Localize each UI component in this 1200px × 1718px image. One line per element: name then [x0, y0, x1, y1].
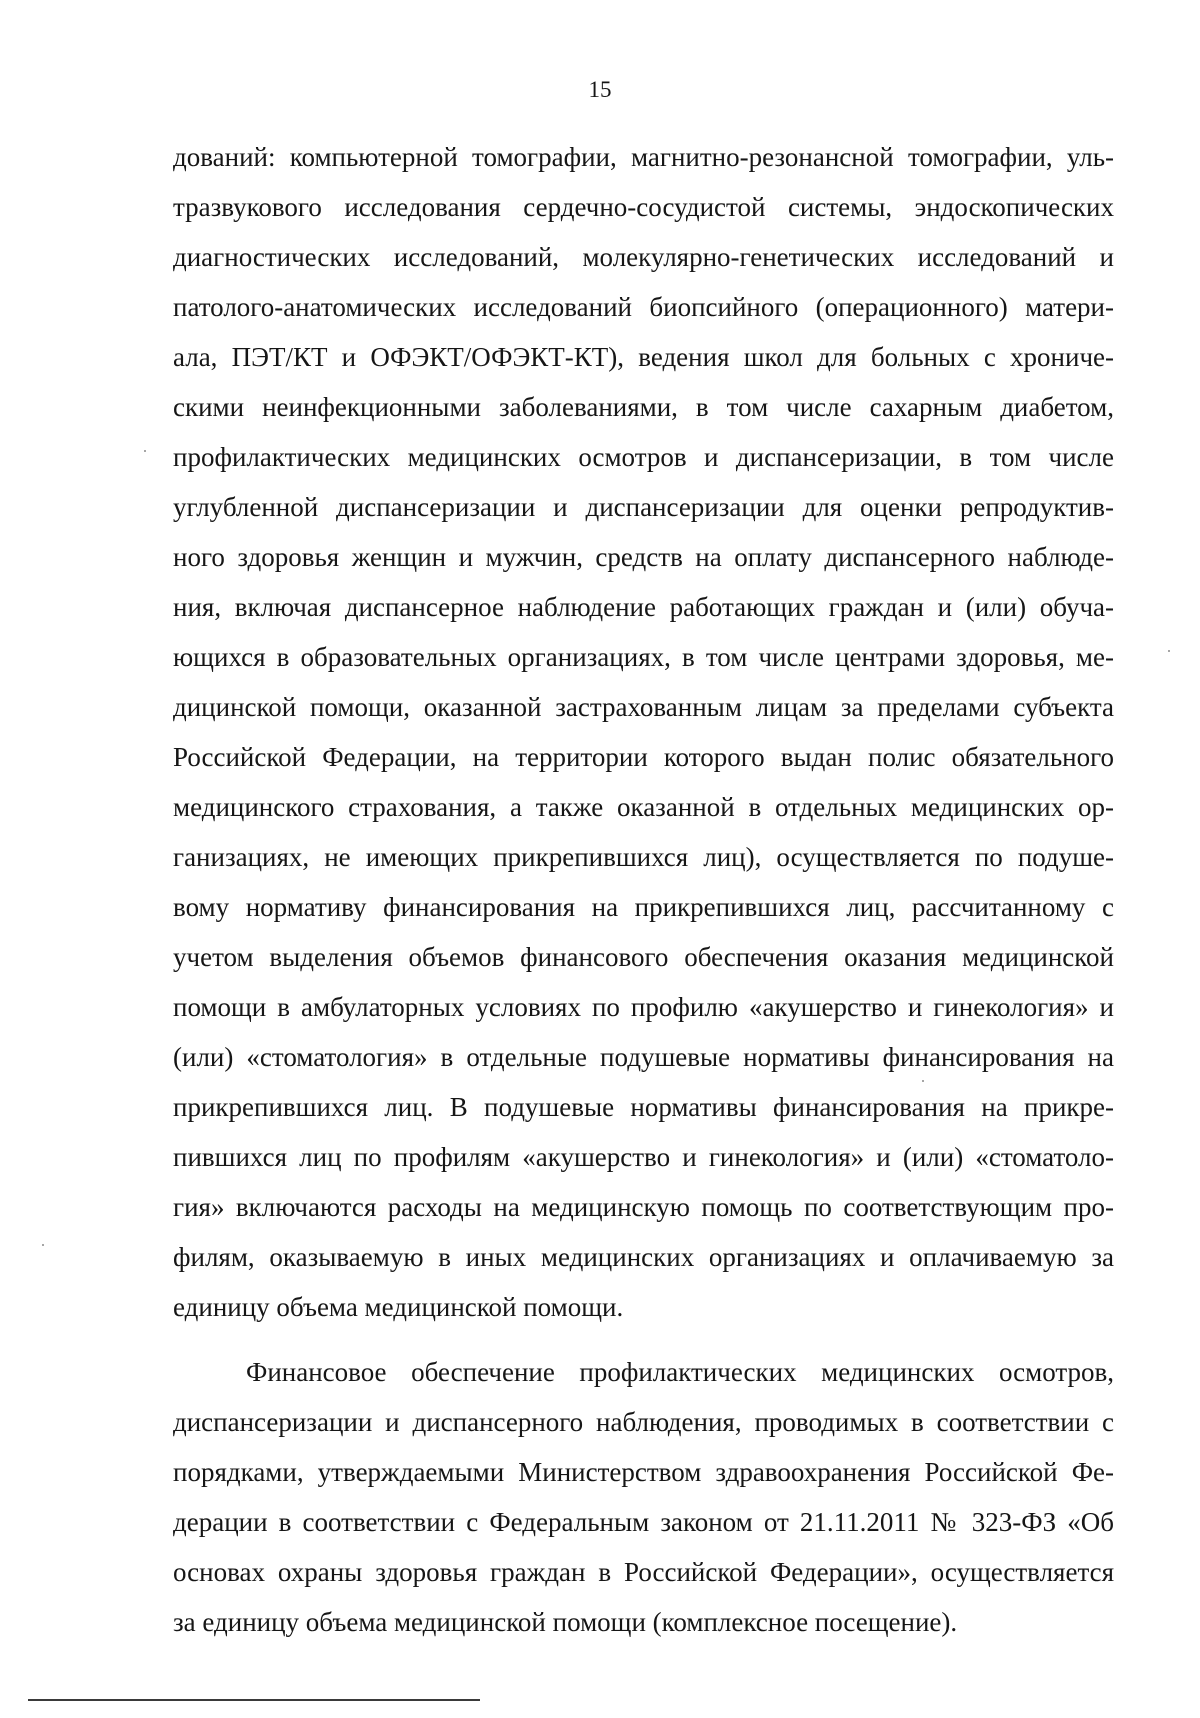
scan-speck [922, 1080, 924, 1082]
text-line: (или) «стоматология» в отдельные подушевые нормативы финансирования на [173, 1042, 1114, 1072]
text-line: Финансовое обеспечение профилактических медицинских осмотров, [246, 1357, 1114, 1387]
text-line: медицинского страхования, а также оказанной в отдельных медицинских ор- [173, 792, 1114, 822]
text-line: учетом выделения объемов финансового обеспечения оказания медицинской [173, 942, 1114, 972]
text-line: прикрепившихся лиц. В подушевые нормативы финансирования на прикре- [173, 1092, 1114, 1122]
text-line: вому нормативу финансирования на прикрепившихся лиц, рассчитанному с [173, 892, 1114, 922]
text-line: ющихся в образовательных организациях, в том числе центрами здоровья, ме- [173, 642, 1114, 672]
scan-speck [42, 1244, 44, 1246]
text-line: патолого-анатомических исследований биопсийного (операционного) матери- [173, 292, 1114, 322]
text-line: углубленной диспансеризации и диспансеризации для оценки репродуктив- [173, 492, 1114, 522]
text-line: ганизациях, не имеющих прикрепившихся лиц), осуществляется по подуше- [173, 842, 1114, 872]
text-line: ного здоровья женщин и мужчин, средств на оплату диспансерного наблюде- [173, 542, 1114, 572]
text-line: Российской Федерации, на территории которого выдан полис обязательного [173, 742, 1114, 772]
scan-speck [1168, 650, 1170, 652]
text-line: скими неинфекционными заболеваниями, в том числе сахарным диабетом, [173, 392, 1114, 422]
text-line: ния, включая диспансерное наблюдение работающих граждан и (или) обуча- [173, 592, 1114, 622]
text-line: дицинской помощи, оказанной застрахованным лицам за пределами субъекта [173, 692, 1114, 722]
text-line: тразвукового исследования сердечно-сосудистой системы, эндоскопических [173, 192, 1114, 222]
text-line: порядками, утверждаемыми Министерством здравоохранения Российской Фе- [173, 1457, 1114, 1487]
text-line: гия» включаются расходы на медицинскую помощь по соответствующим про- [173, 1192, 1114, 1222]
scan-speck [144, 450, 146, 452]
text-line: помощи в амбулаторных условиях по профилю «акушерство и гинекология» и [173, 992, 1114, 1022]
footer-rule [28, 1699, 480, 1701]
text-line: диагностических исследований, молекулярно-генетических исследований и [173, 242, 1114, 272]
text-line: пившихся лиц по профилям «акушерство и гинекология» и (или) «стоматоло- [173, 1142, 1114, 1172]
text-line: основах охраны здоровья граждан в Российской Федерации», осуществляется [173, 1557, 1114, 1587]
text-line: дований: компьютерной томографии, магнитно-резонансной томографии, уль- [173, 142, 1114, 172]
text-line: диспансеризации и диспансерного наблюдения, проводимых в соответствии с [173, 1407, 1114, 1437]
text-line: за единицу объема медицинской помощи (комплексное посещение). [173, 1607, 958, 1637]
page-number: 15 [588, 77, 612, 102]
text-line: ала, ПЭТ/КТ и ОФЭКТ/ОФЭКТ-КТ), ведения школ для больных с хрониче- [173, 342, 1114, 372]
text-line: единицу объема медицинской помощи. [173, 1292, 624, 1322]
text-line: дерации в соответствии с Федеральным законом от 21.11.2011 № 323-ФЗ «Об [173, 1507, 1114, 1537]
text-line: профилактических медицинских осмотров и диспансеризации, в том числе [173, 442, 1114, 472]
text-line: филям, оказываемую в иных медицинских организациях и оплачиваемую за [173, 1242, 1114, 1272]
